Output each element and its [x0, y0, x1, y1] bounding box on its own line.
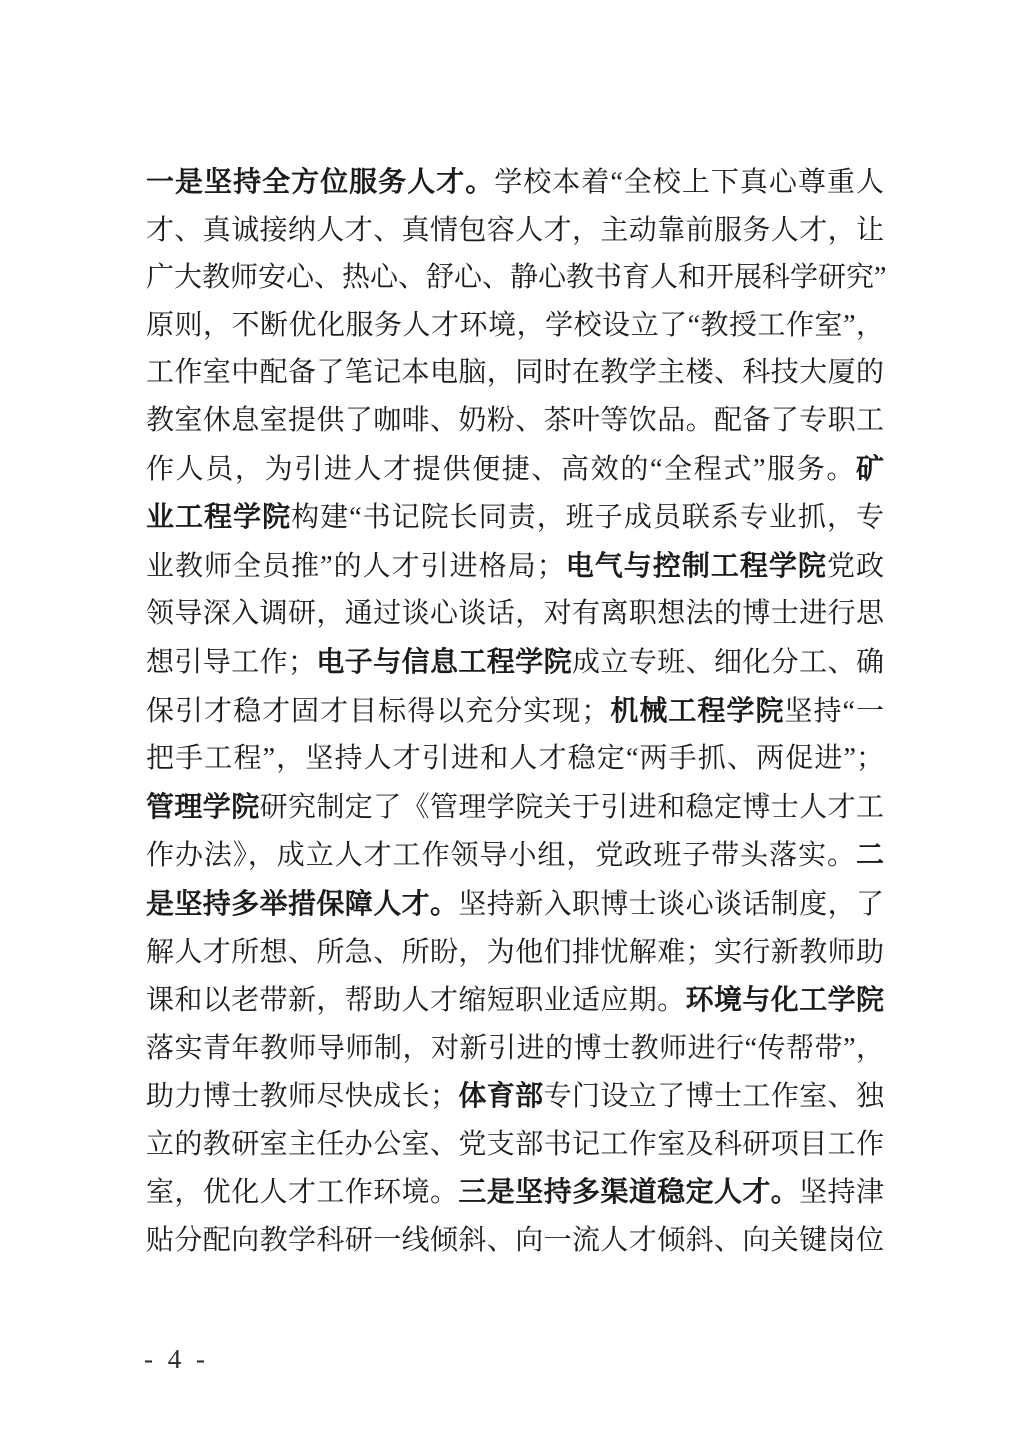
text-line — [146, 349, 884, 397]
text-line — [146, 1121, 884, 1169]
text-line — [146, 302, 884, 350]
body-text: 把手工程”，坚持人才引进和人才稳定“两手抓、两促进”； — [146, 743, 884, 775]
body-text: 原则，不断优化服务人才环境，学校设立了“教授工作室”， — [146, 309, 884, 341]
emphasis-text: 机械工程学院 — [609, 694, 785, 726]
text-line — [146, 590, 884, 638]
text-line — [146, 831, 884, 880]
body-text: 领导深入调研，通过谈心谈话，对有离职想法的博士进行思 — [146, 598, 884, 630]
body-text: 解人才所想、所急、所盼，为他们排忧解难；实行新教师助 — [146, 936, 884, 968]
text-line — [146, 542, 884, 591]
page-number: - 4 - — [144, 1344, 209, 1374]
text-line — [146, 254, 887, 302]
body-text: 想引导工作； — [146, 646, 316, 678]
body-text: 立的教研室主任办公室、党支部书记工作室及科研项目工作 — [146, 1128, 884, 1160]
body-text: 作人员，为引进人才提供便捷、高效的“全程式”服务。 — [146, 453, 856, 485]
body-text: 坚持新入职博士谈心谈话制度，了 — [458, 888, 884, 920]
emphasis-text: 矿 — [855, 452, 884, 484]
body-text: 贴分配向教学科研一线倾斜、向一流人才倾斜、向关键岗位 — [146, 1225, 884, 1257]
body-text: 成立专班、细化分工、确 — [571, 646, 884, 678]
text-line — [146, 638, 884, 687]
body-text: 助力博士教师尽快成长； — [146, 1081, 458, 1113]
text-line — [146, 929, 884, 977]
document-body — [146, 158, 887, 1265]
body-text: 作办法》，成立人才工作领导小组，党政班子带头落实。 — [146, 840, 856, 872]
text-line — [146, 735, 884, 783]
body-text: 才、真诚接纳人才、真情包容人才，主动靠前服务人才，让 — [146, 214, 884, 246]
emphasis-text: 管理学院 — [146, 790, 260, 822]
text-line — [146, 493, 884, 542]
text-line — [146, 1072, 884, 1121]
text-line — [146, 1217, 884, 1265]
body-text: 专门设立了博士工作室、独 — [543, 1081, 884, 1113]
emphasis-text: 一是坚持全方位服务人才。 — [146, 166, 495, 197]
body-text: 研究制定了《管理学院关于引进和稳定博士人才工 — [259, 791, 884, 823]
emphasis-text: 体育部 — [457, 1080, 544, 1112]
emphasis-text: 是坚持多举措保障人才。 — [146, 887, 459, 919]
text-line — [146, 1168, 884, 1217]
body-text: 坚持“一 — [784, 695, 884, 727]
text-line — [146, 445, 884, 494]
text-line — [146, 976, 884, 1025]
emphasis-text: 环境与化工学院 — [685, 984, 884, 1016]
text-line — [146, 207, 884, 255]
text-line — [146, 158, 884, 207]
text-line — [146, 783, 884, 832]
body-text: 课和以老带新，帮助人才缩短职业适应期。 — [146, 985, 686, 1017]
body-text: 党政 — [826, 550, 884, 582]
emphasis-text: 电子与信息工程学院 — [316, 645, 572, 677]
body-text: 构建“书记院长同责，班子成员联系专业抓，专 — [291, 502, 884, 534]
body-text: 工作室中配备了笔记本电脑，同时在教学主楼、科技大厦的 — [146, 357, 884, 389]
body-text: 室，优化人才工作环境。 — [146, 1177, 459, 1209]
body-text: 学校本着“全校上下真心尊重人 — [494, 167, 884, 198]
body-text: 教室休息室提供了咖啡、奶粉、茶叶等饮品。配备了专职工 — [146, 404, 884, 436]
body-text: 广大教师安心、热心、舒心、静心教书育人和开展科学研究” — [146, 262, 887, 294]
emphasis-text: 电气与控制工程学院 — [564, 549, 827, 581]
paragraph-lines — [146, 158, 887, 1265]
body-text: 坚持津 — [799, 1177, 884, 1209]
text-line — [146, 397, 884, 445]
emphasis-text: 业工程学院 — [146, 501, 292, 533]
emphasis-text: 三是坚持多渠道稳定人才。 — [458, 1176, 800, 1208]
text-line — [146, 880, 884, 929]
body-text: 保引才稳才固才目标得以充分实现； — [146, 695, 610, 727]
emphasis-text: 二 — [855, 839, 884, 871]
text-line — [146, 687, 884, 736]
body-text: 业教师全员推”的人才引进格局； — [146, 550, 565, 582]
body-text: 落实青年教师导师制，对新引进的博士教师进行“传帮带”， — [146, 1032, 884, 1064]
text-line — [146, 1025, 884, 1073]
